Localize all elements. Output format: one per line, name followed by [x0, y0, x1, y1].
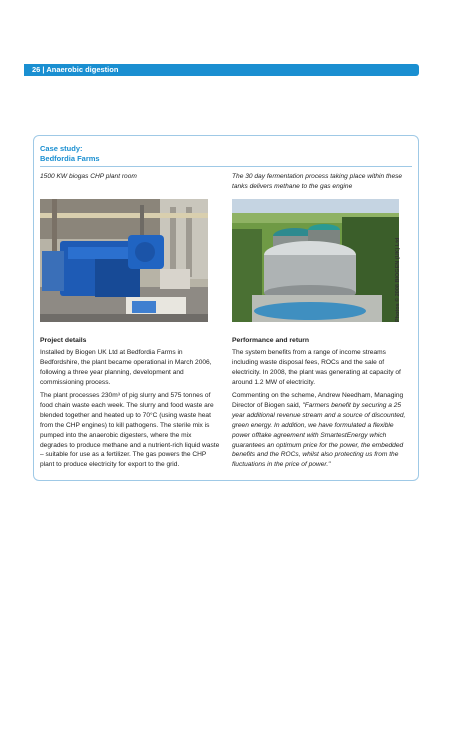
- photo-credit: Photos © 2008 BIOGEN (UK) Ltd: [395, 237, 401, 322]
- case-study-title-line2: Bedfordia Farms: [40, 154, 100, 163]
- chp-plant-room-photo: [40, 199, 208, 322]
- case-study-title: [40, 144, 100, 164]
- performance-heading: Performance and return: [232, 337, 310, 344]
- performance-para2: [232, 391, 412, 470]
- title-divider: [40, 166, 412, 167]
- project-details-para2: The plant processes 230m³ of pig slurry and 575 tonnes of food chain waste each week. The slurry and food waste are blended together and heated up to 70°C (using waste heat from the CHP engines) to kill pathogens. The sterile mix is pumped into the anaerobic digesters, where the mix degrades to produce methane and a nutrient-rich liquid waste – suitable for use as a fertilizer. The gas powers the CHP plant to produce electricity for export to the grid.: [40, 392, 220, 469]
- quote-intro: Commenting on the scheme, Andrew Needham, Managing Director of Biogen said,: [232, 392, 404, 409]
- project-details-heading: Project details: [40, 337, 87, 344]
- left-photo-caption: 1500 KW biogas CHP plant room: [40, 173, 137, 180]
- section-header-text: 26 | Anaerobic digestion: [32, 65, 119, 74]
- performance-para1: The system benefits from a range of income streams including waste disposal fees, ROCs and the sale of electricity. In 2008, the plant was generating at capacity of around 1.2 MW of electricity.: [232, 349, 401, 386]
- digester-tanks-photo: [232, 199, 399, 322]
- quote-text: "Farmers benefit by securing a 25 year additional revenue stream and a source of discounted, green energy. In addition, we have formulated a flexible power offtake agreement with SmartestEnergy which guarantees an optimum price for the power, the embedded benefits and the ROCs, whilst also protecting us from the fluctuations in the price of power.": [232, 401, 406, 469]
- right-photo-caption: The 30 day fermentation process taking place within these tanks delivers methane to the gas engine: [232, 173, 403, 190]
- project-details-para1: Installed by Biogen UK Ltd at Bedfordia Farms in Bedfordshire, the plant became operational in March 2006, following a three year planning, development and commissioning process.: [40, 349, 212, 386]
- case-study-title-line1: Case study:: [40, 144, 83, 153]
- section-header: [24, 64, 419, 76]
